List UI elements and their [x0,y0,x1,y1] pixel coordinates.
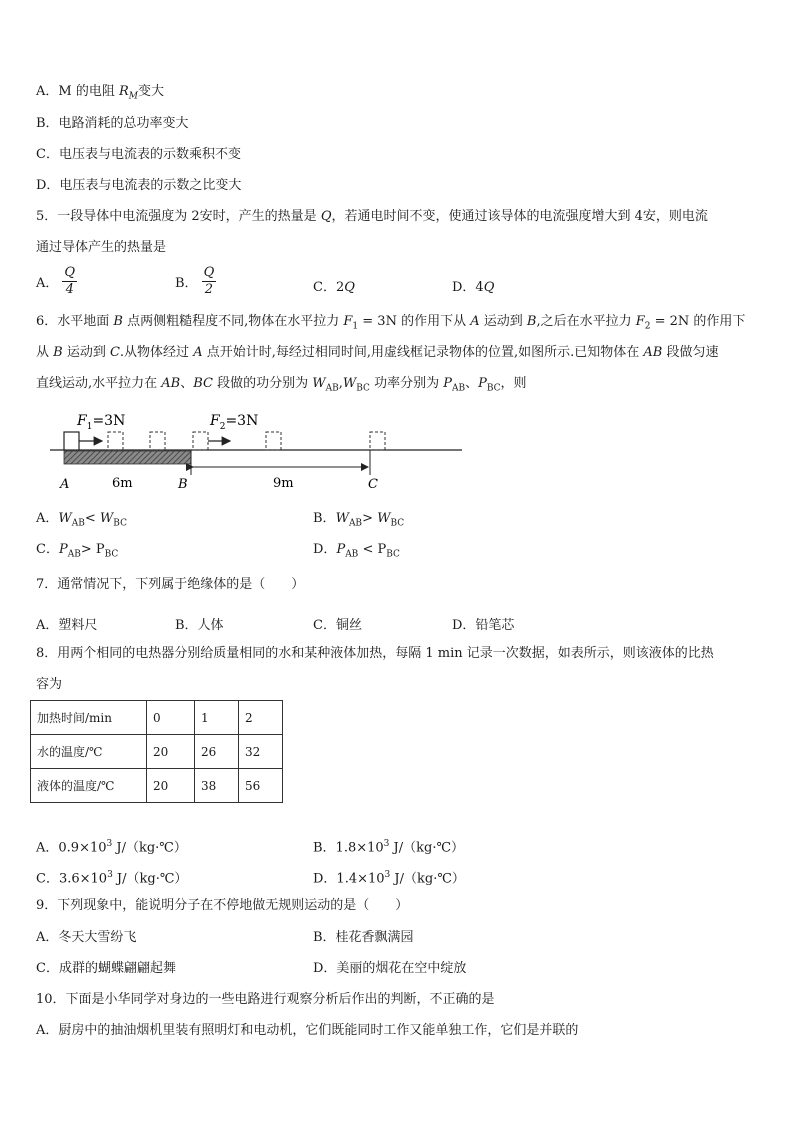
table-cell: 20 [147,735,195,769]
f2-label: $F_2=3N$ [210,413,259,432]
dist-bc-label: 9m [273,476,294,491]
point-b-label: B [178,477,188,492]
q6-stem-line3: 直线运动,水平拉力在 AB、BC 段做的功分别为 $W_{AB},W_{BC}$ 功率分别为 $P_{AB}$、$P_{BC}$，则 [36,376,527,394]
table-cell: 26 [195,735,239,769]
q8-option-a: A．$0.9\times 10^3$ J/（kg·℃） [36,839,187,856]
q5-option-c: C．2Q [313,280,355,295]
heating-data-table [30,700,283,803]
q7-stem: 7．通常情况下，下列属于绝缘体的是（ ） [36,577,305,592]
table-cell: 2 [239,701,283,735]
table-cell: 加热时间/min [31,701,147,735]
q7-option-c: C．铜丝 [313,618,362,633]
dashed-frame-4 [266,432,281,450]
table-cell: 56 [239,769,283,803]
table-row [31,769,283,803]
dashed-frame-1 [108,432,123,450]
q10-stem: 10．下面是小华同学对身边的一些电路进行观察分析后作出的判断，不正确的是 [36,992,495,1007]
table-cell: 水的温度/℃ [31,735,147,769]
q5-stem-line2: 通过导体产生的热量是 [36,240,167,255]
point-a-label: A [60,477,70,492]
q7-option-d: D．铅笔芯 [452,618,515,633]
q5-stem-line1: 5．一段导体中电流强度为 2安时，产生的热量是 Q，若通电时间不变，使通过该导体的电流强度增大到 4安，则电流 [36,209,708,224]
q8-stem-line1: 8．用两个相同的电热器分别给质量相同的水和某种液体加热，每隔 1 min 记录一次数据，如表所示，则该液体的比热 [36,646,714,661]
point-c-label: C [368,477,378,492]
q6-stem-line2: 从 B 运动到 C.从物体经过 A 点开始计时,每经过相同时间,用虚线框记录物体的位置,如图所示.已知物体在 AB 段做匀速 [36,345,719,360]
q6-stem-line1: 6．水平地面 B 点两侧粗糙程度不同,物体在水平拉力 $F_1 = 3N$ 的作用下从 A 运动到 B,之后在水平拉力 $F_2 = 2N$ 的作用下 [36,314,746,332]
f1-label: $F_1=3N$ [77,413,126,432]
q5-option-d: D．4Q [452,280,495,295]
q4-option-d: D．电压表与电流表的示数之比变大 [36,178,242,193]
table-cell: 1 [195,701,239,735]
q8-option-b: B．$1.8\times 10^3$ J/（kg·℃） [313,839,465,856]
dist-ab-label: 6m [112,476,133,491]
dashed-frame-5 [370,432,385,450]
dashed-frame-2 [150,432,165,450]
q5-b-fraction: $\frac{Q}{2}$ [203,265,215,297]
q8-stem-line2: 容为 [36,677,63,692]
q6-option-a: A．$W_{AB}< W_{BC}$ [36,511,127,529]
q5-option-a: A． $\frac{Q}{4}$ [36,265,76,297]
q5-option-b: B． $\frac{Q}{2}$ [175,265,215,297]
q5-a-fraction: $\frac{Q}{4}$ [64,265,76,297]
q10-option-a: A．厨房中的抽油烟机里装有照明灯和电动机，它们既能同时工作又能单独工作，它们是并联的 [36,1023,579,1038]
q4-option-c: C．电压表与电流表的示数乘积不变 [36,147,241,162]
table-row [31,701,283,735]
q9-stem: 9．下列现象中，能说明分子在不停地做无规则运动的是（ ） [36,898,409,913]
dashed-frame-3 [193,432,208,450]
q6-option-d: D．$P_{AB} < P_{BC}$ [313,542,400,560]
q7-option-a: A．塑料尺 [36,618,98,633]
q6-option-c: C．$P_{AB}> P_{BC}$ [36,542,119,560]
object-block [64,432,79,450]
q6-option-b: B．$W_{AB}> W_{BC}$ [313,511,405,529]
q9-option-b: B．桂花香飘满园 [313,930,414,945]
q9-option-a: A．冬天大雪纷飞 [36,930,137,945]
table-cell: 20 [147,769,195,803]
q9-option-d: D．美丽的烟花在空中绽放 [313,961,467,976]
table-cell: 32 [239,735,283,769]
table-row [31,735,283,769]
q9-option-c: C．成群的蝴蝶翩翩起舞 [36,961,176,976]
rough-surface-ab [64,451,191,464]
q7-option-b: B．人体 [175,618,224,633]
q4-option-b: B．电路消耗的总功率变大 [36,116,189,131]
table-cell: 38 [195,769,239,803]
q4-option-a: A．M 的电阻 $R_M$变大 [36,84,164,102]
table-cell: 0 [147,701,195,735]
q6-motion-diagram [50,405,470,495]
table-cell: 液体的温度/℃ [31,769,147,803]
q8-option-c: C．$3.6\times 10^3$ J/（kg·℃） [36,870,188,887]
q8-option-d: D．$1.4\times 10^3$ J/（kg·℃） [313,870,465,887]
